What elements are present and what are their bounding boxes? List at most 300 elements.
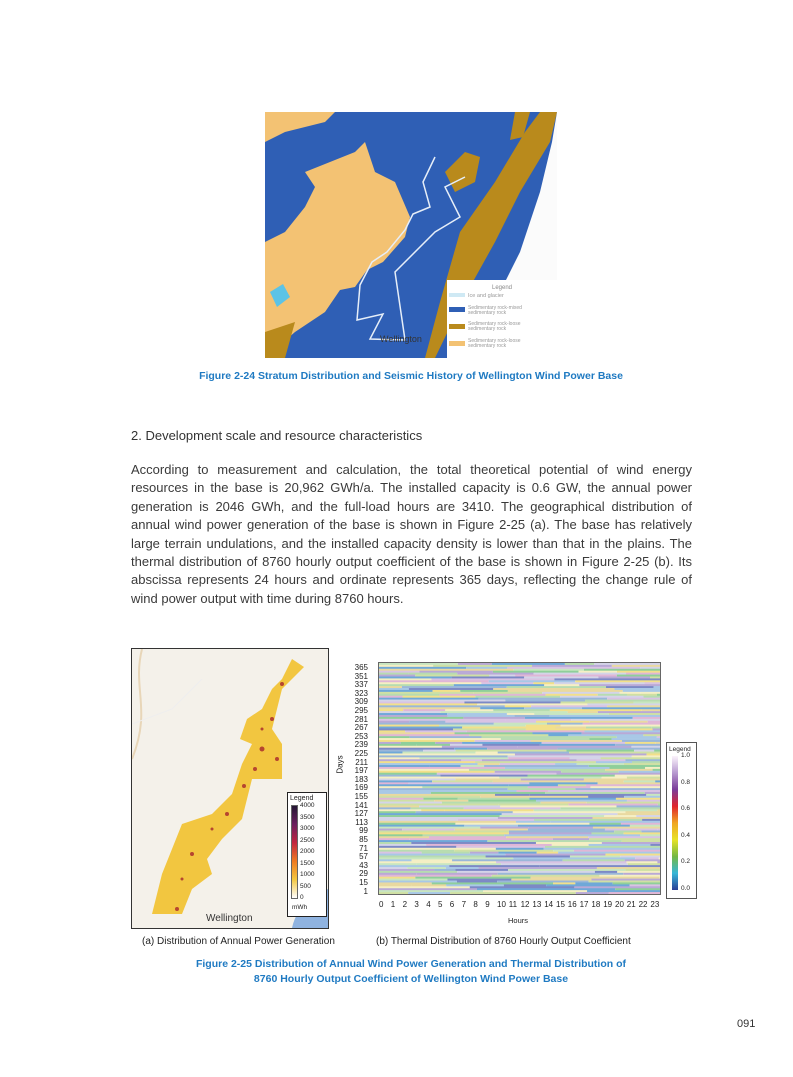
section-heading: 2. Development scale and resource characteristics (131, 428, 423, 443)
heatmap-cell (379, 838, 410, 840)
y-tick-label: 351 (354, 671, 368, 681)
heatmap-cell (415, 877, 530, 879)
colorbar-tick: 0.4 (681, 831, 691, 839)
heatmap-cell (534, 819, 642, 821)
heatmap-cell (589, 844, 651, 846)
heatmap-cell (553, 882, 575, 884)
heatmap-cell (401, 742, 436, 744)
heatmap-cell (379, 794, 495, 796)
heatmap-cell (379, 728, 453, 730)
legend-tick: 4000 (300, 802, 315, 809)
heatmap-cell (508, 784, 558, 786)
heatmap-cell (534, 713, 609, 715)
heatmap-cell (623, 690, 661, 692)
heatmap-cell (379, 825, 464, 827)
colorbar-gradient (672, 756, 678, 890)
heatmap-cell (547, 723, 583, 725)
heatmap-cell (545, 792, 645, 794)
heatmap-cell (598, 676, 650, 678)
heatmap-cell (379, 857, 513, 859)
subcaption-b: (b) Thermal Distribution of 8760 Hourly Output Coefficient (376, 936, 631, 947)
heatmap-cell (635, 857, 659, 859)
heatmap-cell (493, 671, 579, 673)
heatmap-cell (534, 673, 626, 675)
heatmap-cell (379, 675, 415, 677)
heatmap-cell (456, 750, 567, 752)
heatmap-cell (515, 753, 647, 755)
heatmap-cell (379, 861, 496, 863)
heatmap-cell (379, 877, 415, 879)
heatmap-cell (604, 815, 636, 817)
y-tick-label: 141 (354, 800, 368, 810)
heatmap-cell (589, 721, 648, 723)
heatmap-cell (379, 844, 426, 846)
heatmap-cell (558, 784, 586, 786)
heatmap-cell (379, 786, 422, 788)
heatmap-cell (625, 811, 661, 813)
heatmap-cell (379, 767, 505, 769)
heatmap-cell (584, 730, 661, 732)
heatmap-cell (577, 759, 626, 761)
heatmap-cell (636, 815, 661, 817)
heatmap-cell (526, 725, 561, 727)
heatmap-cell (586, 727, 651, 729)
y-tick-label: 197 (354, 766, 368, 776)
legend-swatch (449, 341, 465, 346)
heatmap-cell (379, 700, 505, 702)
heatmap-cell (606, 686, 654, 688)
x-tick-label: 0 (379, 900, 384, 909)
heatmap-cell (602, 842, 661, 844)
heatmap-cell (634, 680, 661, 682)
heatmap-cell (516, 821, 551, 823)
heatmap-cell (403, 696, 476, 698)
heatmap-cell (555, 763, 577, 765)
heatmap-cell (379, 886, 470, 888)
heatmap-cell (379, 755, 508, 757)
heatmap-cell (480, 827, 528, 829)
heatmap-cell (379, 736, 410, 738)
heatmap-cell (650, 844, 661, 846)
heatmap-cell (482, 744, 539, 746)
heatmap-cell (415, 675, 489, 677)
heatmap-cell (484, 765, 589, 767)
heatmap-cell (544, 848, 661, 850)
heatmap-cell (498, 804, 568, 806)
heatmap-cell (379, 738, 501, 740)
heatmap-cell (379, 881, 457, 883)
heatmap-cell (498, 817, 593, 819)
heatmap-cell (379, 678, 431, 680)
heatmap-cell (574, 886, 661, 888)
heatmap-cell (609, 713, 661, 715)
heatmap-cell (379, 829, 402, 831)
heatmap-cell (643, 734, 661, 736)
heatmap-cell (496, 848, 544, 850)
heatmap-cell (379, 807, 411, 809)
heatmap-cell (618, 813, 661, 815)
x-tick-label: 15 (556, 900, 565, 909)
heatmap-cell (458, 798, 530, 800)
heatmap-cell (409, 673, 458, 675)
heatmap-cell (379, 686, 402, 688)
heatmap-cell (506, 836, 588, 838)
heatmap-cell (446, 867, 479, 869)
heatmap-cell (379, 676, 452, 678)
heatmap-cell (379, 680, 489, 682)
heatmap-cell (617, 805, 662, 807)
heatmap-cell (589, 765, 661, 767)
heatmap-cell (553, 850, 574, 852)
colorbar-tick: 0.0 (681, 885, 691, 892)
heatmap-cell (487, 748, 557, 750)
heatmap-cell (379, 882, 432, 884)
heatmap-cell (616, 798, 661, 800)
heatmap-cell (508, 788, 576, 790)
map-legend (447, 280, 557, 358)
heatmap-cell (514, 715, 549, 717)
heatmap-cell (657, 736, 661, 738)
heatmap-cell (379, 784, 508, 786)
y-tick-label: 29 (359, 869, 368, 879)
heatmap-cell (379, 753, 515, 755)
heatmap-cell (605, 854, 661, 856)
heatmap-cell (493, 780, 595, 782)
heatmap-cell (528, 827, 593, 829)
heatmap-cell (622, 740, 661, 742)
heatmap-cell (536, 842, 602, 844)
heatmap-cell (379, 873, 416, 875)
heatmap-cell (463, 717, 524, 719)
heatmap-cell (527, 775, 614, 777)
heatmap-cell (446, 884, 504, 886)
heatmap-cell (539, 865, 661, 867)
heatmap-cell (596, 761, 632, 763)
heatmap-cell (612, 738, 661, 740)
heatmap-cell (464, 702, 560, 704)
x-tick-label: 5 (438, 900, 443, 909)
heatmap-cell (455, 732, 533, 734)
generation-legend (287, 792, 327, 917)
heatmap-cell (548, 790, 661, 792)
heatmap-cell (454, 748, 487, 750)
heatmap-cell (529, 798, 616, 800)
heatmap-cell (379, 725, 439, 727)
annual-generation-map (131, 648, 329, 929)
x-axis-label: Hours (508, 916, 529, 925)
legend-tick: 1000 (300, 871, 315, 878)
heatmap-cell (379, 842, 411, 844)
heatmap-cell (481, 736, 616, 738)
heatmap-cell (541, 802, 587, 804)
heatmap-cell (563, 859, 625, 861)
heatmap-cell (621, 823, 661, 825)
heatmap-cell (633, 717, 661, 719)
heatmap-cell (457, 871, 595, 873)
heatmap-cell (570, 856, 620, 858)
heatmap-cell (514, 669, 584, 671)
x-tick-label: 18 (591, 900, 601, 909)
heatmap-cell (626, 673, 661, 675)
heatmap-cell (574, 850, 661, 852)
heatmap-cell (617, 736, 657, 738)
heatmap-cell (447, 879, 511, 881)
heatmap-cell (624, 780, 655, 782)
heatmap-cell (417, 744, 451, 746)
heatmap-cell (591, 879, 661, 881)
legend-tick: 2000 (300, 848, 315, 855)
heatmap-cell (448, 715, 515, 717)
heatmap-cell (379, 780, 432, 782)
heatmap-cell (641, 830, 661, 832)
heatmap-cell (379, 694, 440, 696)
heatmap-cell (575, 788, 661, 790)
heatmap-cell (631, 746, 661, 748)
heatmap-cell (582, 707, 661, 709)
heatmap-cell (509, 830, 614, 832)
heatmap-cell (379, 746, 442, 748)
heatmap-cell (500, 763, 555, 765)
heatmap-cell (474, 692, 542, 694)
body-paragraph: According to measurement and calculation, the total theoretical potential of wind energy resources in the base is 20,962 GWh/a. The installed capacity is 0.6 GW, the annual power generation is 2046 GWh, and the full-load hours are 3410. The geographical distribution of annual wind power generation of the base is shown in Figure 2-25 (a). The base has relatively large terrain undulations, and the installed capacity density is lower than that in the plains. The thermal distribution of 8760 hourly output coefficient of the base is shown in Figure 2-25 (b). Its abscissa represents 24 hours and ordinate represents 365 days, reflecting the change rule of wind power output with time during 8760 hours. (131, 462, 692, 606)
heatmap-cell (598, 711, 661, 713)
heatmap-cell (379, 800, 434, 802)
heatmap-cell (553, 838, 590, 840)
heatmap-cell (416, 873, 497, 875)
y-tick-label: 15 (359, 878, 368, 887)
heatmap-cell (482, 759, 577, 761)
heatmap-cell (504, 884, 546, 886)
heatmap-cell (531, 740, 622, 742)
heatmap-cell (599, 875, 661, 877)
y-tick-label: 253 (354, 731, 368, 741)
heatmap-cell (379, 840, 487, 842)
heatmap-cell (504, 834, 640, 836)
heatmap-cell (587, 890, 661, 892)
heatmap-cell (568, 711, 598, 713)
heatmap-cell (584, 779, 633, 781)
heatmap-cell (466, 667, 507, 669)
heatmap-cell (492, 663, 565, 665)
heatmap-cell (495, 771, 562, 773)
heatmap-cell (489, 680, 576, 682)
heatmap-cell (402, 686, 507, 688)
page-number: 091 (737, 1018, 756, 1030)
heatmap-cell (379, 744, 417, 746)
heatmap-cell (464, 825, 518, 827)
heatmap-cell (513, 811, 626, 813)
heatmap-cell (632, 755, 661, 757)
heatmap-cell (379, 688, 409, 690)
heatmap-cell (508, 757, 569, 759)
heatmap-cell (419, 671, 492, 673)
heatmap-cell (658, 829, 661, 831)
heatmap-cell (627, 694, 657, 696)
x-tick-label: 14 (544, 900, 554, 909)
heatmap-cell (550, 715, 661, 717)
heatmap-cell (505, 719, 571, 721)
heatmap-cell (643, 696, 661, 698)
heatmap-cell (561, 702, 634, 704)
heatmap-cell (379, 775, 440, 777)
heatmap-cell (557, 748, 661, 750)
heatmap-cell (433, 690, 461, 692)
figure-2-24-caption: Figure 2-24 Stratum Distribution and Seismic History of Wellington Wind Power Base (199, 370, 623, 382)
y-tick-label: 127 (354, 809, 368, 819)
heatmap-cell (529, 782, 597, 784)
y-tick-label: 239 (354, 740, 368, 750)
heatmap-cell (379, 723, 494, 725)
heatmap-cell (536, 800, 627, 802)
heatmap-cell (477, 703, 587, 705)
heatmap-cell (379, 788, 508, 790)
heatmap-cell (423, 834, 505, 836)
legend-item: Sedimentary rock-mixed sedimentary rock (468, 305, 522, 316)
legend-tick: 3500 (300, 813, 315, 821)
heatmap-cell (379, 663, 458, 665)
heatmap-cell (379, 696, 403, 698)
heatmap-cell (379, 727, 462, 729)
heatmap-cell (598, 694, 627, 696)
legend-title: Legend (491, 285, 513, 291)
heatmap-cell (505, 854, 605, 856)
x-tick-label: 1 (390, 900, 396, 909)
heatmap-cell (505, 700, 585, 702)
heatmap-cell (584, 669, 661, 671)
heatmap-cell (379, 773, 437, 775)
heatmap-cell (505, 705, 531, 707)
heatmap-cell (432, 780, 493, 782)
heatmap-cell (605, 829, 658, 831)
heatmap-cell (379, 748, 454, 750)
heatmap-cell (457, 881, 497, 883)
heatmap-cell (617, 671, 661, 673)
heatmap-cell (640, 667, 661, 669)
heatmap-cell (379, 684, 454, 686)
colorbar-title: Legend (669, 746, 691, 753)
heatmap-cell (405, 730, 467, 732)
heatmap-cell (379, 805, 419, 807)
heatmap-cell (379, 717, 463, 719)
heatmap-cell (658, 804, 661, 806)
legend-swatch (449, 307, 465, 312)
heatmap-cell (379, 884, 412, 886)
heatmap-cell (561, 725, 661, 727)
heatmap-cell (493, 688, 614, 690)
heatmap-cell (476, 752, 498, 754)
heatmap-cell (469, 769, 605, 771)
heatmap-cell (379, 892, 408, 894)
heatmap-cell (518, 746, 632, 748)
heatmap-cell (379, 719, 505, 721)
heatmap-cell (498, 852, 536, 854)
hourly-output-heatmap (378, 662, 661, 895)
colorbar-tick: 0.8 (681, 778, 691, 786)
heatmap-cell (379, 821, 516, 823)
heatmap-cell (408, 892, 450, 894)
y-tick-label: 211 (355, 757, 368, 767)
heatmap-cell (505, 767, 610, 769)
heatmap-cell (653, 728, 661, 730)
heatmap-cell (568, 804, 657, 806)
heatmap-cell (440, 694, 546, 696)
x-tick-label: 17 (579, 900, 589, 909)
heatmap-cell (431, 678, 554, 680)
heatmap-cell (625, 859, 661, 861)
heatmap-cell (445, 721, 536, 723)
heatmap-cell (379, 863, 417, 865)
heatmap-cell (625, 759, 661, 761)
legend-tick: 3000 (300, 825, 315, 832)
heatmap-cell (552, 844, 589, 846)
heatmap-cell (498, 752, 569, 754)
colorbar-tick: 1.0 (681, 752, 691, 759)
x-tick-label: 16 (567, 900, 577, 909)
heatmap-cell (518, 825, 630, 827)
heatmap-cell (605, 769, 652, 771)
x-tick-label: 20 (615, 900, 624, 909)
heatmap-cell (475, 761, 596, 763)
heatmap-cell (507, 667, 640, 669)
heatmap-cell (439, 725, 526, 727)
y-tick-label: 57 (359, 852, 368, 862)
heatmap-cell (655, 780, 661, 782)
heatmap-cell (379, 869, 434, 871)
heatmap-cell (612, 665, 661, 667)
y-tick-label: 85 (359, 835, 368, 844)
heatmap-cell (408, 782, 529, 784)
heatmap-cell (379, 836, 429, 838)
heatmap-cell (379, 867, 407, 869)
heatmap-cell (410, 838, 530, 840)
heatmap-cell (586, 784, 661, 786)
heatmap-cell (379, 854, 505, 856)
heatmap-cell (412, 884, 446, 886)
heatmap-cell (645, 767, 661, 769)
heatmap-cell (641, 692, 661, 694)
heatmap-cell (468, 800, 536, 802)
heatmap-cell (454, 850, 553, 852)
heatmap-cell (589, 881, 661, 883)
heatmap-cell (379, 673, 409, 675)
heatmap-cell (598, 782, 661, 784)
heatmap-cell (546, 694, 598, 696)
heatmap-cell (550, 709, 642, 711)
heatmap-cell (558, 852, 661, 854)
heatmap-cell (585, 700, 661, 702)
heatmap-cell (648, 721, 661, 723)
heatmap-cell (379, 809, 421, 811)
heatmap-cell (379, 859, 412, 861)
heatmap-cell (601, 757, 661, 759)
heatmap-cell (628, 863, 661, 865)
heatmap-cell (453, 728, 526, 730)
heatmap-cell (379, 779, 455, 781)
heatmap-cell (423, 750, 455, 752)
heatmap-cell (462, 742, 542, 744)
heatmap-cell (379, 709, 403, 711)
figure-2-25-caption-line1: Figure 2-25 Distribution of Annual Wind Power Generation and Thermal Distribution of (195, 958, 627, 970)
heatmap-cell (500, 815, 605, 817)
heatmap-cell (379, 752, 402, 754)
heatmap-cell (379, 769, 469, 771)
y-tick-label: 323 (354, 688, 368, 698)
heatmap-cell (595, 871, 617, 873)
heatmap-cell (640, 834, 661, 836)
y-tick-label: 183 (354, 774, 368, 784)
x-tick-label: 10 (497, 900, 506, 909)
heatmap-cell (379, 796, 480, 798)
